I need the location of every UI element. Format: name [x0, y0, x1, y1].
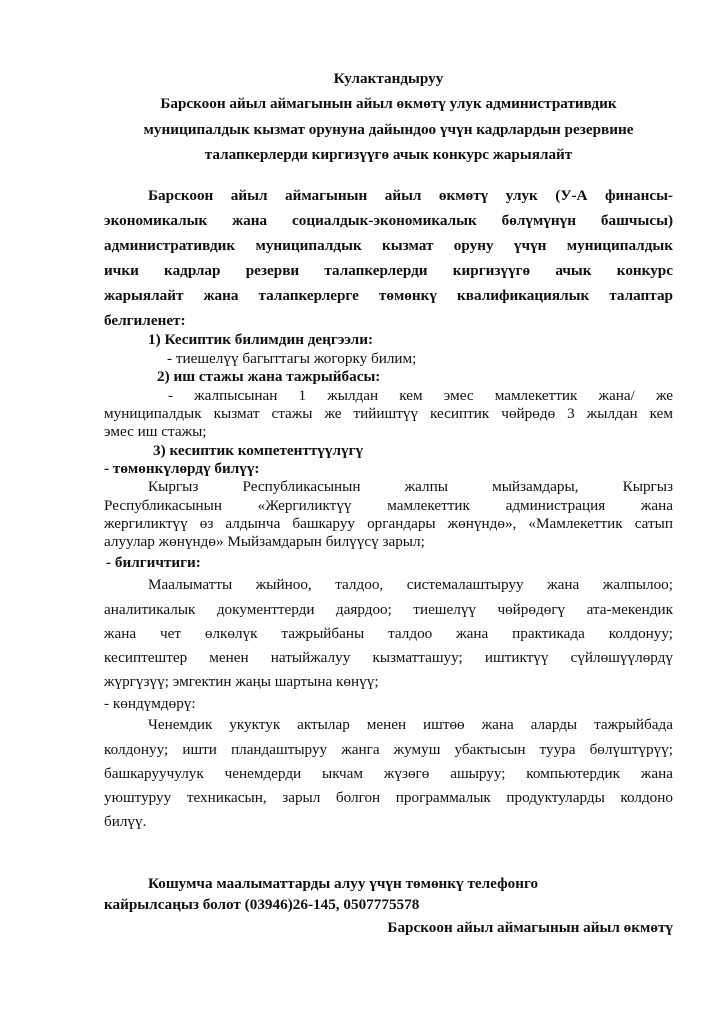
abilities-line: уюштуруу техникасын, зарыл болгон программалык продуктуларды колдоно [104, 789, 673, 806]
experience-line: муниципалдык кызмат стажы же тийиштүү кесиптик чөйрөдө 3 жылдан кем [104, 405, 673, 422]
knowledge-line: жергиликтүү өз алдынча башкаруу органдары жөнүндө», «Мамлекеттик сатып [104, 515, 673, 532]
knowledge-line: алуулар жөнүндө» Мыйзамдарын билүүсү зарыл; [104, 533, 425, 550]
skills-line: кесиптештер менен натыйжалуу кызматташуу; иштиктүү сүйлөшүүлөрдү [104, 649, 673, 666]
competence-heading: 3) кесиптик компетенттүүлүгү [153, 442, 364, 459]
experience-line: - жалпысынан 1 жылдан кем эмес мамлекеттик жана/ же [168, 387, 673, 404]
abilities-line: башкаруучулук ченемдерди ыкчам жүзөгө ашыруу; компьютердик жана [104, 765, 673, 782]
experience-line: эмес иш стажы; [104, 423, 207, 440]
experience-heading: 2) иш стажы жана тажрыйбасы: [157, 368, 381, 385]
skills-line: жүргүзүү; эмгектин жаңы шартына көнүү; [104, 673, 379, 690]
title-line: Барскоон айыл аймагынын айыл өкмөтү улук административдик [160, 95, 617, 112]
skills-line: Маалыматты жыйноо, талдоо, системалаштыруу жана жалпылоо; [148, 576, 673, 593]
knowledge-line: Кыргыз Республикасынын жалпы мыйзамдары, Кыргыз [148, 478, 673, 495]
skills-heading: - билгичтиги: [106, 554, 201, 571]
title-line: муниципалдык кызмат орунуна дайындоо үчүн кадрлардын резервине [143, 121, 634, 138]
abilities-line: колдонуу; ишти пландаштыруу жанга жумуш убактысын туура бөлүштүрүү; [104, 741, 673, 758]
contact-phone-line: кайрылсаңыз болот (03946)26-145, 0507775578 [104, 896, 420, 913]
title-line: талапкерлерди киргизүүгө ачык конкурс жарыялайт [204, 146, 573, 163]
intro-line: Барскоон айыл аймагынын айыл өкмөтү улук (У-А финансы- [148, 187, 673, 204]
announcement-heading: Кулактандыруу [333, 70, 444, 87]
abilities-line: Ченемдик укуктук актылар менен иштөө жана аларды тажрыйбада [148, 716, 673, 733]
education-text: - тиешелүү багыттагы жогорку билим; [167, 350, 417, 367]
abilities-heading: - көндүмдөрү: [104, 695, 196, 712]
knowledge-heading: - төмөнкүлөрдү билүү: [104, 460, 260, 477]
knowledge-line: Республикасынын «Жергиликтүү мамлекеттик администрация жана [104, 497, 673, 514]
intro-line: белгиленет: [104, 312, 186, 329]
contact-line: Кошумча маалыматтарды алуу үчүн төмөнкү телефонго [148, 875, 539, 892]
intro-line: экономикалык жана социалдык-экономикалык бөлүмүнүн башчысы) [104, 212, 673, 229]
skills-line: аналитикалык документтерди даярдоо; тиешелүү чөйрөдөгү ата-мекендик [104, 601, 673, 618]
intro-line: административдик муниципалдык кызмат оруну үчүн муниципалдык [104, 237, 673, 254]
education-heading: 1) Кесиптик билимдин деңгээли: [148, 331, 374, 348]
intro-line: жарыялайт жана талапкерлерге төмөнкү квалификациялык талаптар [104, 287, 673, 304]
signature: Барскоон айыл аймагынын айыл өкмөтү [387, 919, 673, 936]
skills-line: жана чет өлкөлүк тажрыйбаны талдоо жана практикада колдонуу; [104, 625, 673, 642]
intro-line: ички кадрлар резерви талапкерлерди киргизүүгө ачык конкурс [104, 262, 673, 279]
abilities-line: билүү. [104, 813, 147, 830]
